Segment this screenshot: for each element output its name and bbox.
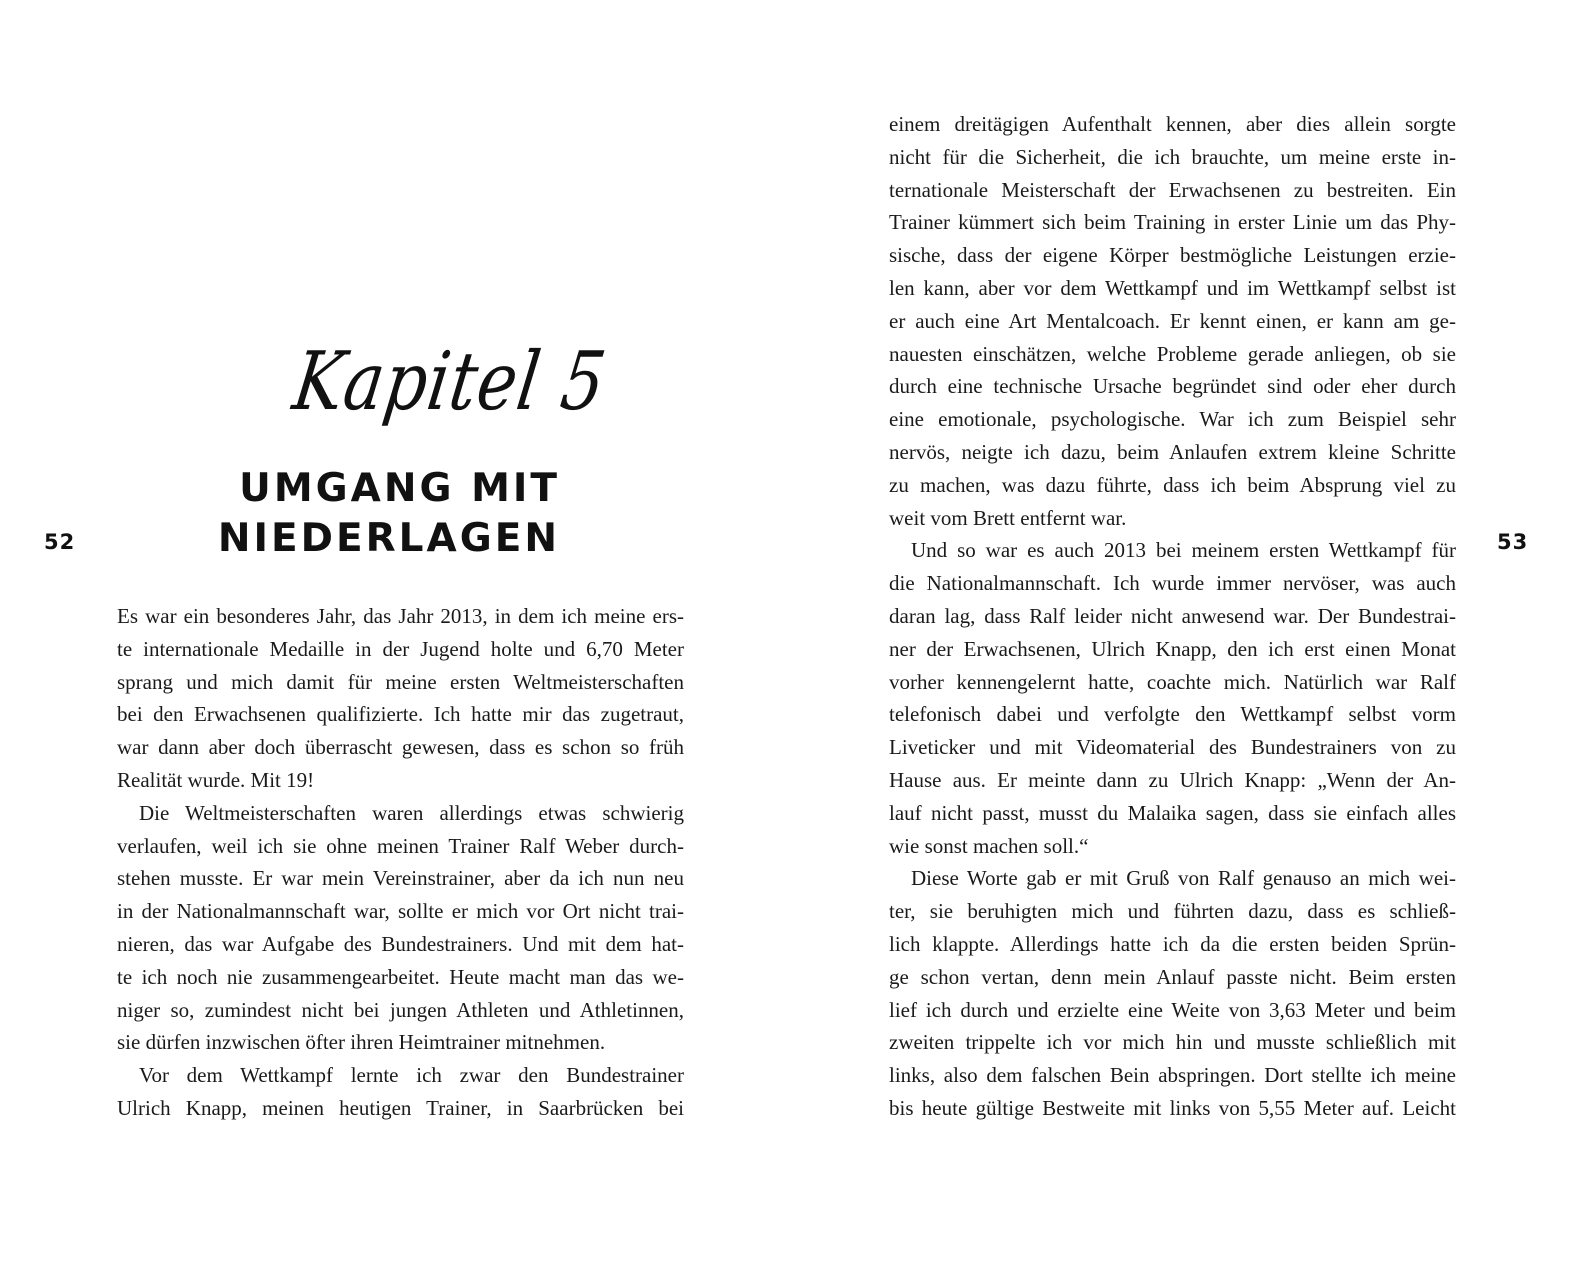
text-line: in der Nationalmannschaft war, sollte er mich vor Ort nicht trai- <box>117 899 684 924</box>
text-line: Realität wurde. Mit 19! <box>117 767 315 792</box>
text-line: links, also dem falschen Bein abspringen. Dort stellte ich meine <box>889 1063 1456 1088</box>
text-line: weit vom Brett entfernt war. <box>889 505 1127 530</box>
text-line: Ulrich Knapp, meinen heutigen Trainer, in Saarbrücken bei <box>117 1095 684 1120</box>
text-line: Vor dem Wettkampf lernte ich zwar den Bundestrainer <box>139 1063 684 1088</box>
text-line: er auch eine Art Mentalcoach. Er kennt einen, er kann am ge- <box>889 308 1456 333</box>
text-line: bei den Erwachsenen qualifizierte. Ich hatte mir das zugetraut, <box>117 702 684 727</box>
text-line: sie dürfen inzwischen öfter ihren Heimtrainer mitnehmen. <box>117 1030 606 1055</box>
text-line: ter, sie beruhigten mich und führten dazu, dass es schließ- <box>889 899 1456 924</box>
chapter-title-line: UMGANG MIT <box>239 466 560 511</box>
text-line: nieren, das war Aufgabe des Bundestrainers. Und mit dem hat- <box>117 931 684 956</box>
left-body-text <box>117 600 684 1125</box>
paragraph <box>117 1059 684 1125</box>
text-line: ner der Erwachsenen, Ulrich Knapp, den ich erst einen Monat <box>889 636 1456 661</box>
text-line: eine emotionale, psychologische. War ich zum Beispiel sehr <box>889 407 1456 432</box>
text-line: niger so, zumindest nicht bei jungen Athleten und Athletinnen, <box>117 997 684 1022</box>
text-line: einem dreitägigen Aufenthalt kennen, aber dies allein sorgte <box>889 112 1456 136</box>
text-line: Und so war es auch 2013 bei meinem ersten Wettkampf für <box>911 538 1456 563</box>
text-line: lauf nicht passt, musst du Malaika sagen, dass sie einfach alles <box>889 800 1456 825</box>
right-page <box>797 0 1594 1270</box>
text-line: vorher kennengelernt hatte, coachte mich. Natürlich war Ralf <box>889 669 1456 694</box>
paragraph <box>889 108 1456 534</box>
page-number-left: 52 <box>44 530 76 554</box>
chapter-title-line: NIEDERLAGEN <box>217 516 560 561</box>
text-line: daran lag, dass Ralf leider nicht anwesend war. Der Bundestrai- <box>889 603 1456 628</box>
text-line: zu machen, was dazu führte, dass ich beim Absprung viel zu <box>889 472 1456 497</box>
paragraph <box>117 600 684 797</box>
text-line: nicht für die Sicherheit, die ich brauchte, um meine erste in- <box>889 144 1456 169</box>
text-line: sische, dass der eigene Körper bestmögliche Leistungen erzie- <box>889 243 1456 268</box>
text-line: sprang und mich damit für meine ersten Weltmeisterschaften <box>117 669 684 694</box>
chapter-label: Kapitel 5 <box>287 334 612 429</box>
text-line: zweiten trippelte ich vor mich hin und musste schließlich mit <box>889 1030 1456 1055</box>
chapter-title <box>200 464 560 564</box>
page-number-right: 53 <box>1497 530 1529 554</box>
text-line: nervös, neigte ich dazu, beim Anlaufen extrem kleine Schritte <box>889 439 1456 464</box>
text-line: Liveticker und mit Videomaterial des Bundestrainers von zu <box>889 735 1456 760</box>
paragraph <box>117 797 684 1059</box>
text-line: bis heute gültige Bestweite mit links von 5,55 Meter auf. Leicht <box>889 1095 1456 1120</box>
text-line: te internationale Medaille in der Jugend holte und 6,70 Meter <box>117 636 684 661</box>
text-line: Die Weltmeisterschaften waren allerdings etwas schwierig <box>139 800 684 825</box>
text-line: te ich noch nie zusammengearbeitet. Heute macht man das we- <box>117 964 684 989</box>
text-line: nauesten einschätzen, welche Probleme gerade anliegen, ob sie <box>889 341 1456 366</box>
text-line: wie sonst machen soll.“ <box>889 833 1089 858</box>
text-line: verlaufen, weil ich sie ohne meinen Trainer Ralf Weber durch- <box>117 833 684 858</box>
text-line: Hause aus. Er meinte dann zu Ulrich Knapp: „Wenn der An- <box>889 767 1456 792</box>
text-line: len kann, aber vor dem Wettkampf und im Wettkampf selbst ist <box>889 275 1456 300</box>
paragraph <box>889 534 1456 862</box>
text-line: telefonisch dabei und verfolgte den Wettkampf selbst vorm <box>889 702 1456 727</box>
text-line: durch eine technische Ursache begründet sind oder eher durch <box>889 374 1456 399</box>
text-line: lief ich durch und erzielte eine Weite von 3,63 Meter und beim <box>889 997 1456 1022</box>
text-line: Es war ein besonderes Jahr, das Jahr 2013, in dem ich meine ers- <box>117 604 684 628</box>
text-line: stehen musste. Er war mein Vereinstrainer, aber da ich nun neu <box>117 866 684 891</box>
paragraph <box>889 862 1456 1124</box>
text-line: ternationale Meisterschaft der Erwachsenen zu bestreiten. Ein <box>889 177 1456 202</box>
right-body-text <box>889 108 1456 1125</box>
text-line: ge schon vertan, denn mein Anlauf passte nicht. Beim ersten <box>889 964 1456 989</box>
text-line: Diese Worte gab er mit Gruß von Ralf genauso an mich wei- <box>911 866 1456 891</box>
text-line: Trainer kümmert sich beim Training in erster Linie um das Phy- <box>889 210 1456 235</box>
text-line: die Nationalmannschaft. Ich wurde immer nervöser, was auch <box>889 571 1456 596</box>
text-line: lich klappte. Allerdings hatte ich da die ersten beiden Sprün- <box>889 931 1456 956</box>
text-line: war dann aber doch überrascht gewesen, dass es schon so früh <box>117 735 684 760</box>
